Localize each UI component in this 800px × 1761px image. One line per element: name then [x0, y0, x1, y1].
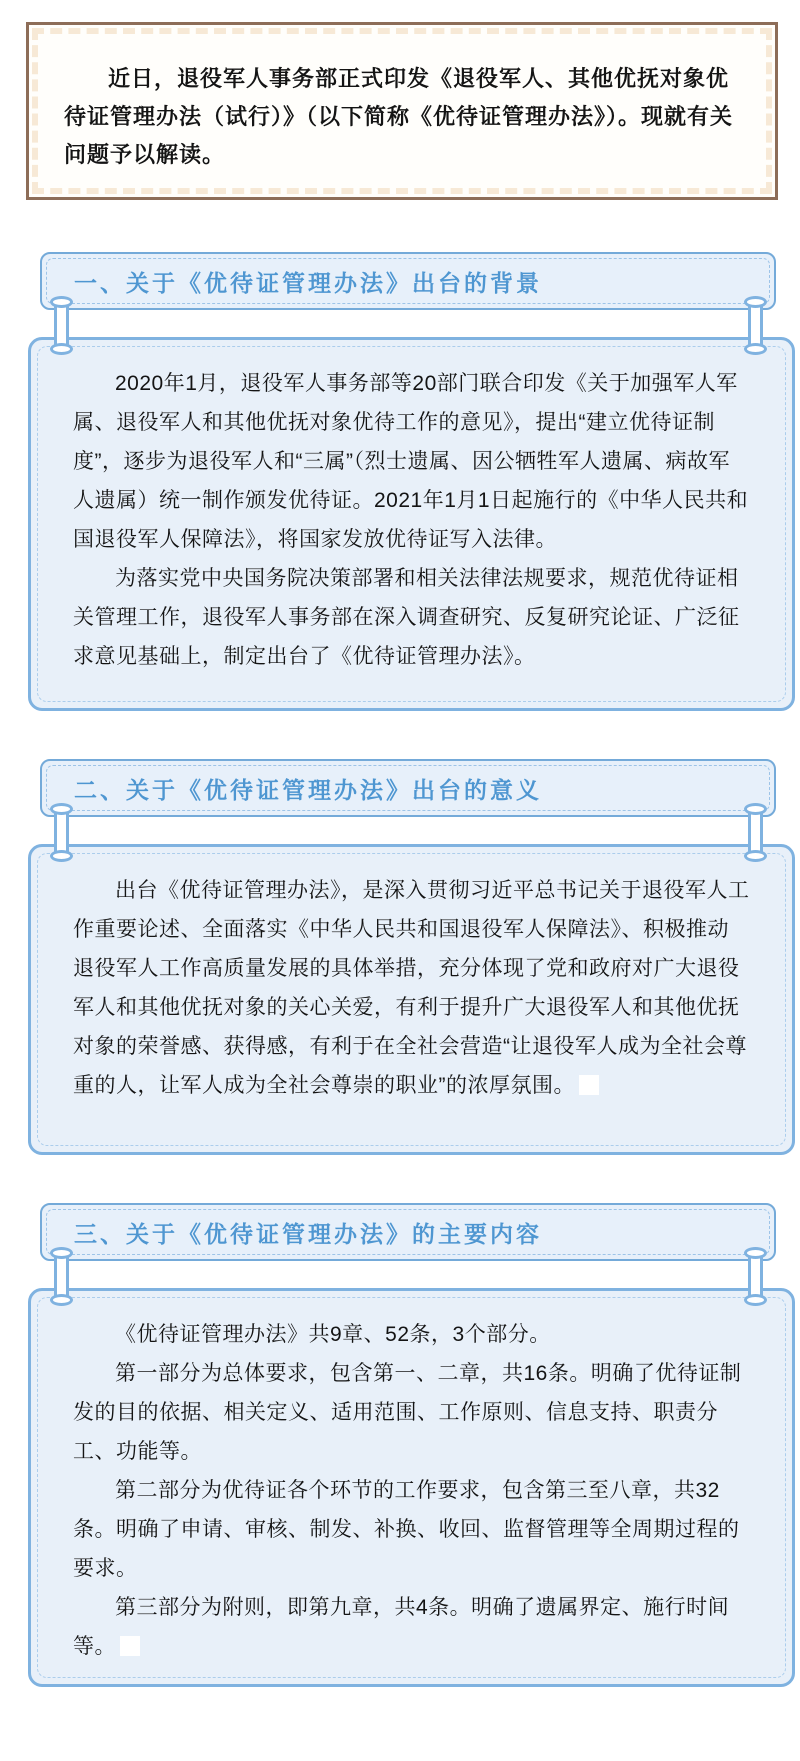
whitespace-artifact	[579, 1075, 599, 1095]
binder-ring-icon	[54, 298, 69, 353]
section-2-title: 二、关于《优待证管理办法》出台的意义	[74, 776, 542, 803]
article-page	[0, 22, 800, 1687]
section-3-body	[28, 1288, 795, 1687]
section-1-title: 一、关于《优待证管理办法》出台的背景	[74, 269, 542, 296]
binder-ring-icon	[748, 298, 763, 353]
section-significance	[0, 759, 800, 1155]
paragraph-text: 为落实党中央国务院决策部署和相关法律法规要求，规范优待证相关管理工作，退役军人事务部在深入调查研究、反复研究论证、广泛征求意见基础上，制定出台了《优待证管理办法》。	[73, 567, 740, 668]
binder-ring-icon	[748, 1249, 763, 1304]
paragraph	[73, 871, 750, 1105]
paragraph	[73, 1588, 750, 1666]
paragraph-text: 第二部分为优待证各个环节的工作要求，包含第三至八章，共32条。明确了申请、审核、制发、补换、收回、监督管理等全周期过程的要求。	[73, 1479, 740, 1580]
paragraph-text: 《优待证管理办法》共9章、52条，3个部分。	[115, 1323, 551, 1346]
intro-inner-frame	[32, 28, 772, 194]
intro-box	[26, 22, 778, 200]
section-3-header	[40, 1203, 776, 1261]
section-main-content	[0, 1203, 800, 1687]
paragraph	[73, 364, 750, 559]
section-background	[0, 252, 800, 711]
section-2-body	[28, 844, 795, 1155]
paragraph	[73, 1315, 750, 1354]
section-1-body	[28, 337, 795, 711]
paragraph	[73, 559, 750, 676]
binder-ring-icon	[54, 805, 69, 860]
whitespace-artifact	[120, 1636, 140, 1656]
section-1-header	[40, 252, 776, 310]
paragraph-text: 出台《优待证管理办法》，是深入贯彻习近平总书记关于退役军人工作重要论述、全面落实《中华人民共和国退役军人保障法》、积极推动退役军人工作高质量发展的具体举措，充分体现了党和政府对广大退役军人和其他优抚对象的关心关爱，有利于提升广大退役军人和其他优抚对象的荣誉感、获得感，有利于在全社会营造“让退役军人成为全社会尊重的人，让军人成为全社会尊崇的职业”的浓厚氛围。	[73, 879, 750, 1097]
paragraph-text: 第三部分为附则，即第九章，共4条。明确了遗属界定、施行时间等。	[73, 1596, 730, 1658]
paragraph	[73, 1471, 750, 1588]
paragraph-text: 2020年1月，退役军人事务部等20部门联合印发《关于加强军人军属、退役军人和其他优抚对象优待工作的意见》，提出“建立优待证制度”，逐步为退役军人和“三属”（烈士遗属、因公牺牲军人遗属、病故军人遗属）统一制作颁发优待证。2021年1月1日起施行的《中华人民共和国退役军人保障法》，将国家发放优待证写入法律。	[73, 372, 749, 551]
intro-text: 近日，退役军人事务部正式印发《退役军人、其他优抚对象优待证管理办法（试行）》（以下简称《优待证管理办法》）。现就有关问题予以解读。	[64, 66, 734, 167]
binder-ring-icon	[748, 805, 763, 860]
paragraph-text: 第一部分为总体要求，包含第一、二章，共16条。明确了优待证制发的目的依据、相关定义、适用范围、工作原则、信息支持、职责分工、功能等。	[73, 1362, 742, 1463]
binder-ring-icon	[54, 1249, 69, 1304]
section-3-title: 三、关于《优待证管理办法》的主要内容	[74, 1220, 542, 1247]
section-2-header	[40, 759, 776, 817]
paragraph	[73, 1354, 750, 1471]
